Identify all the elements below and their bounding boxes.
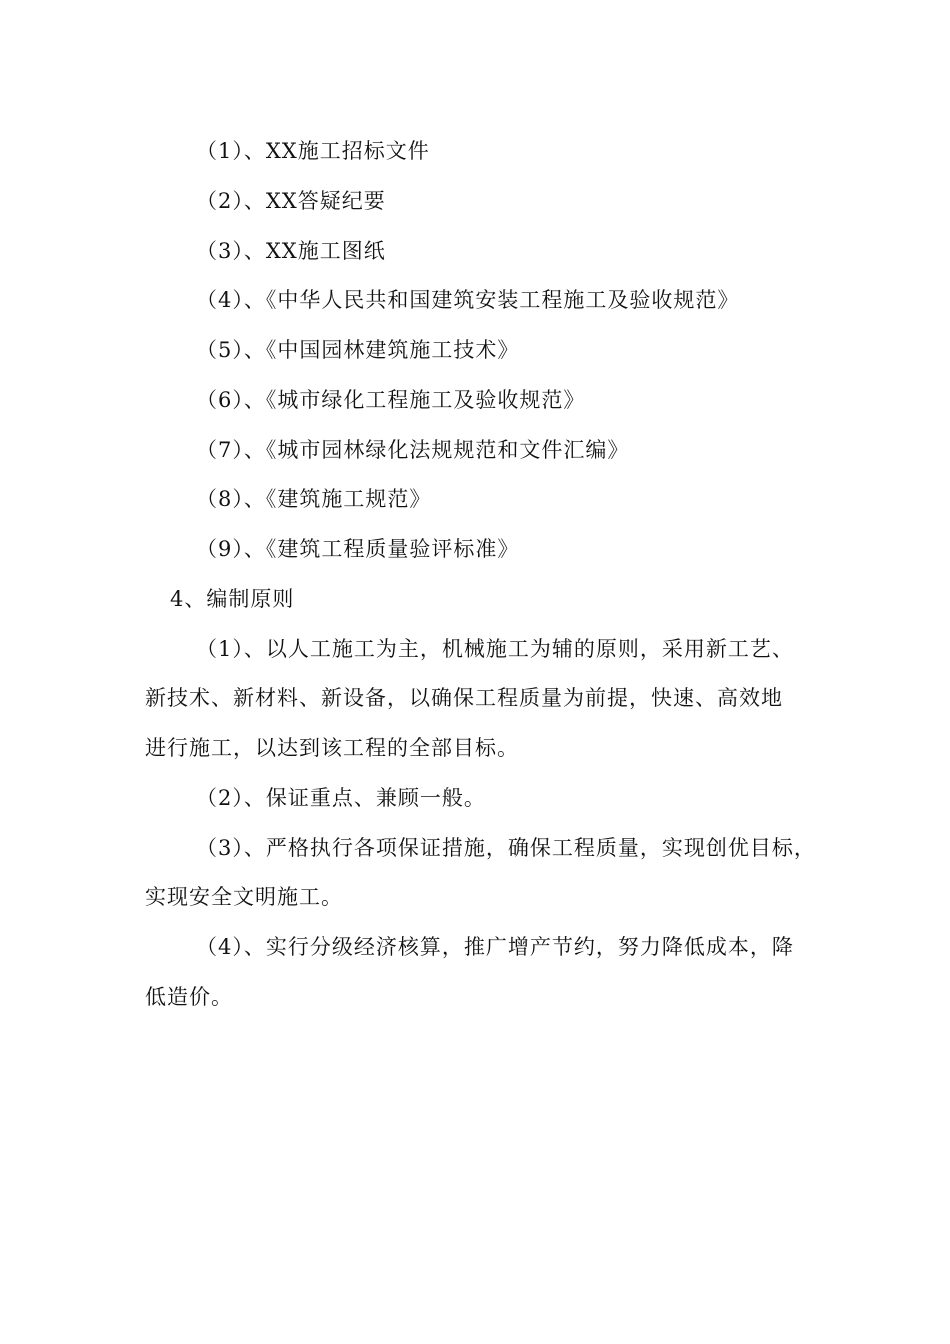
basis-item-5: （5）、《中国园林建筑施工技术》 [196, 338, 520, 362]
principle-4-line-1: （4）、实行分级经济核算，推广增产节约，努力降低成本，降 [196, 935, 794, 959]
principle-1-line-1: （1）、以人工施工为主，机械施工为辅的原则，采用新工艺、 [196, 637, 794, 661]
basis-item-4: （4）、《中华人民共和国建筑安装工程施工及验收规范》 [196, 288, 740, 312]
basis-item-3: （3）、XX施工图纸 [196, 239, 386, 263]
basis-item-8: （8）、《建筑施工规范》 [196, 487, 432, 511]
section-heading: 4、编制原则 [170, 587, 295, 611]
principle-2-line-1: （2）、保证重点、兼顾一般。 [196, 786, 486, 810]
basis-item-6: （6）、《城市绿化工程施工及验收规范》 [196, 388, 586, 412]
basis-item-1: （1）、XX施工招标文件 [196, 139, 430, 163]
basis-item-7: （7）、《城市园林绿化法规规范和文件汇编》 [196, 438, 630, 462]
principle-4-line-2: 低造价。 [145, 985, 233, 1009]
basis-item-2: （2）、XX答疑纪要 [196, 189, 386, 213]
principle-3-line-1: （3）、严格执行各项保证措施，确保工程质量，实现创优目标， [196, 836, 816, 860]
principle-1-line-3: 进行施工，以达到该工程的全部目标。 [145, 736, 519, 760]
principle-1-line-2: 新技术、新材料、新设备，以确保工程质量为前提，快速、高效地 [145, 686, 783, 710]
principle-3-line-2: 实现安全文明施工。 [145, 885, 343, 909]
basis-item-9: （9）、《建筑工程质量验评标准》 [196, 537, 520, 561]
